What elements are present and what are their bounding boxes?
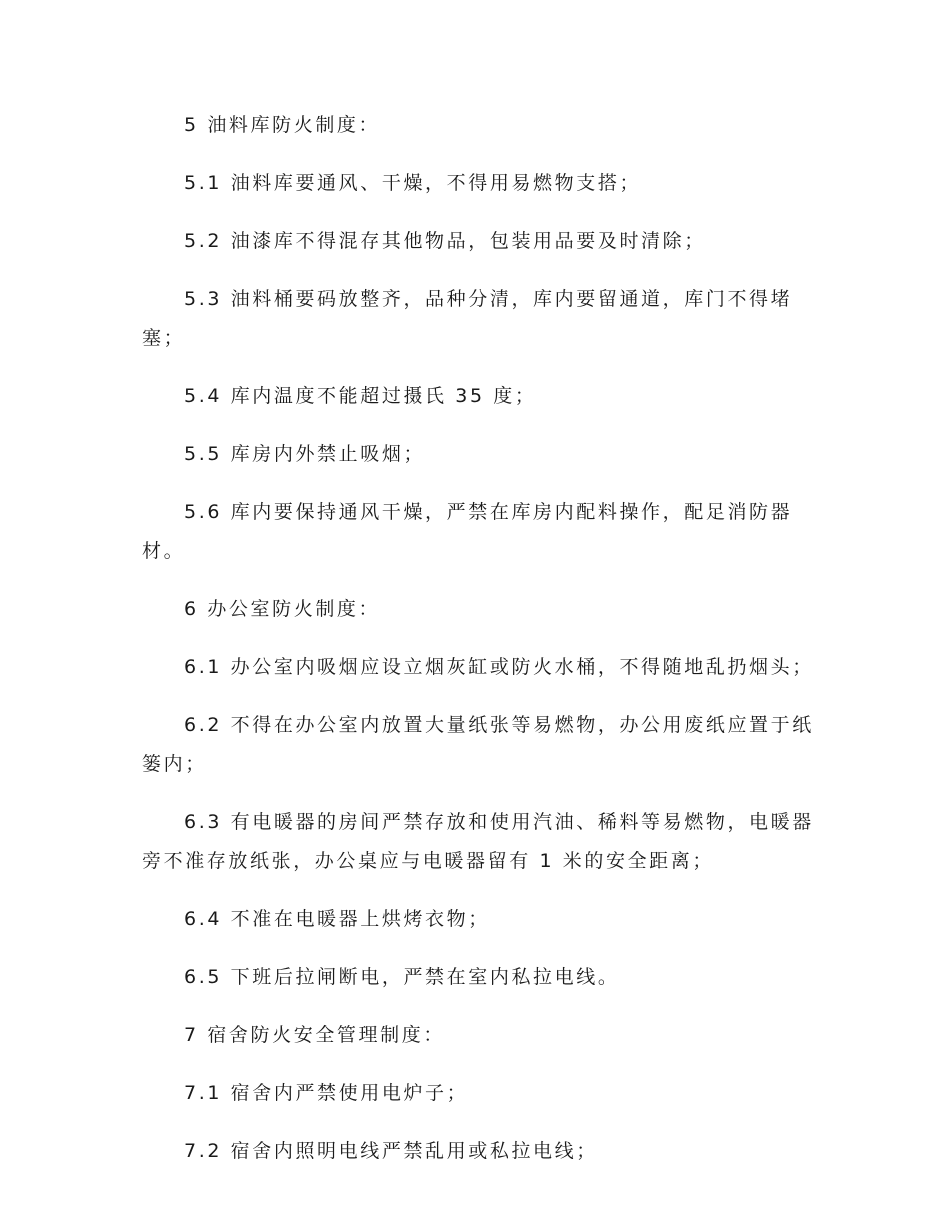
paragraph-5-1: 5.1 油料库要通风、干燥，不得用易燃物支搭； <box>184 172 642 194</box>
paragraph-6-4: 6.4 不准在电暖器上烘烤衣物； <box>184 908 490 930</box>
paragraph-6-1: 6.1 办公室内吸烟应设立烟灰缸或防火水桶，不得随地乱扔烟头； <box>184 656 814 678</box>
section-heading-5: 5 油料库防火制度： <box>184 114 381 136</box>
paragraph-5-5: 5.5 库房内外禁止吸烟； <box>184 443 426 465</box>
paragraph-6-2: 6.2 不得在办公室内放置大量纸张等易燃物，办公用废纸应置于纸篓内； <box>142 714 814 775</box>
paragraph-6-3: 6.3 有电暖器的房间严禁存放和使用汽油、稀料等易燃物，电暖器旁不准存放纸张，办公桌应与电暖器留有 1 米的安全距离； <box>142 811 814 872</box>
section-heading-7: 7 宿舍防火安全管理制度： <box>184 1024 445 1046</box>
paragraph-5-2: 5.2 油漆库不得混存其他物品，包装用品要及时清除； <box>184 230 706 252</box>
document-body <box>142 106 814 1190</box>
paragraph-5-3: 5.3 油料桶要码放整齐，品种分清，库内要留通道，库门不得堵塞； <box>142 288 793 349</box>
paragraph-7-2: 7.2 宿舍内照明电线严禁乱用或私拉电线； <box>184 1140 598 1162</box>
paragraph-7-1: 7.1 宿舍内严禁使用电炉子； <box>184 1082 469 1104</box>
paragraph-6-5: 6.5 下班后拉闸断电，严禁在室内私拉电线。 <box>184 966 620 988</box>
section-heading-6: 6 办公室防火制度： <box>184 598 381 620</box>
paragraph-5-6: 5.6 库内要保持通风干燥，严禁在库房内配料操作，配足消防器材。 <box>142 501 793 562</box>
paragraph-5-4: 5.4 库内温度不能超过摄氏 35 度； <box>184 385 537 407</box>
